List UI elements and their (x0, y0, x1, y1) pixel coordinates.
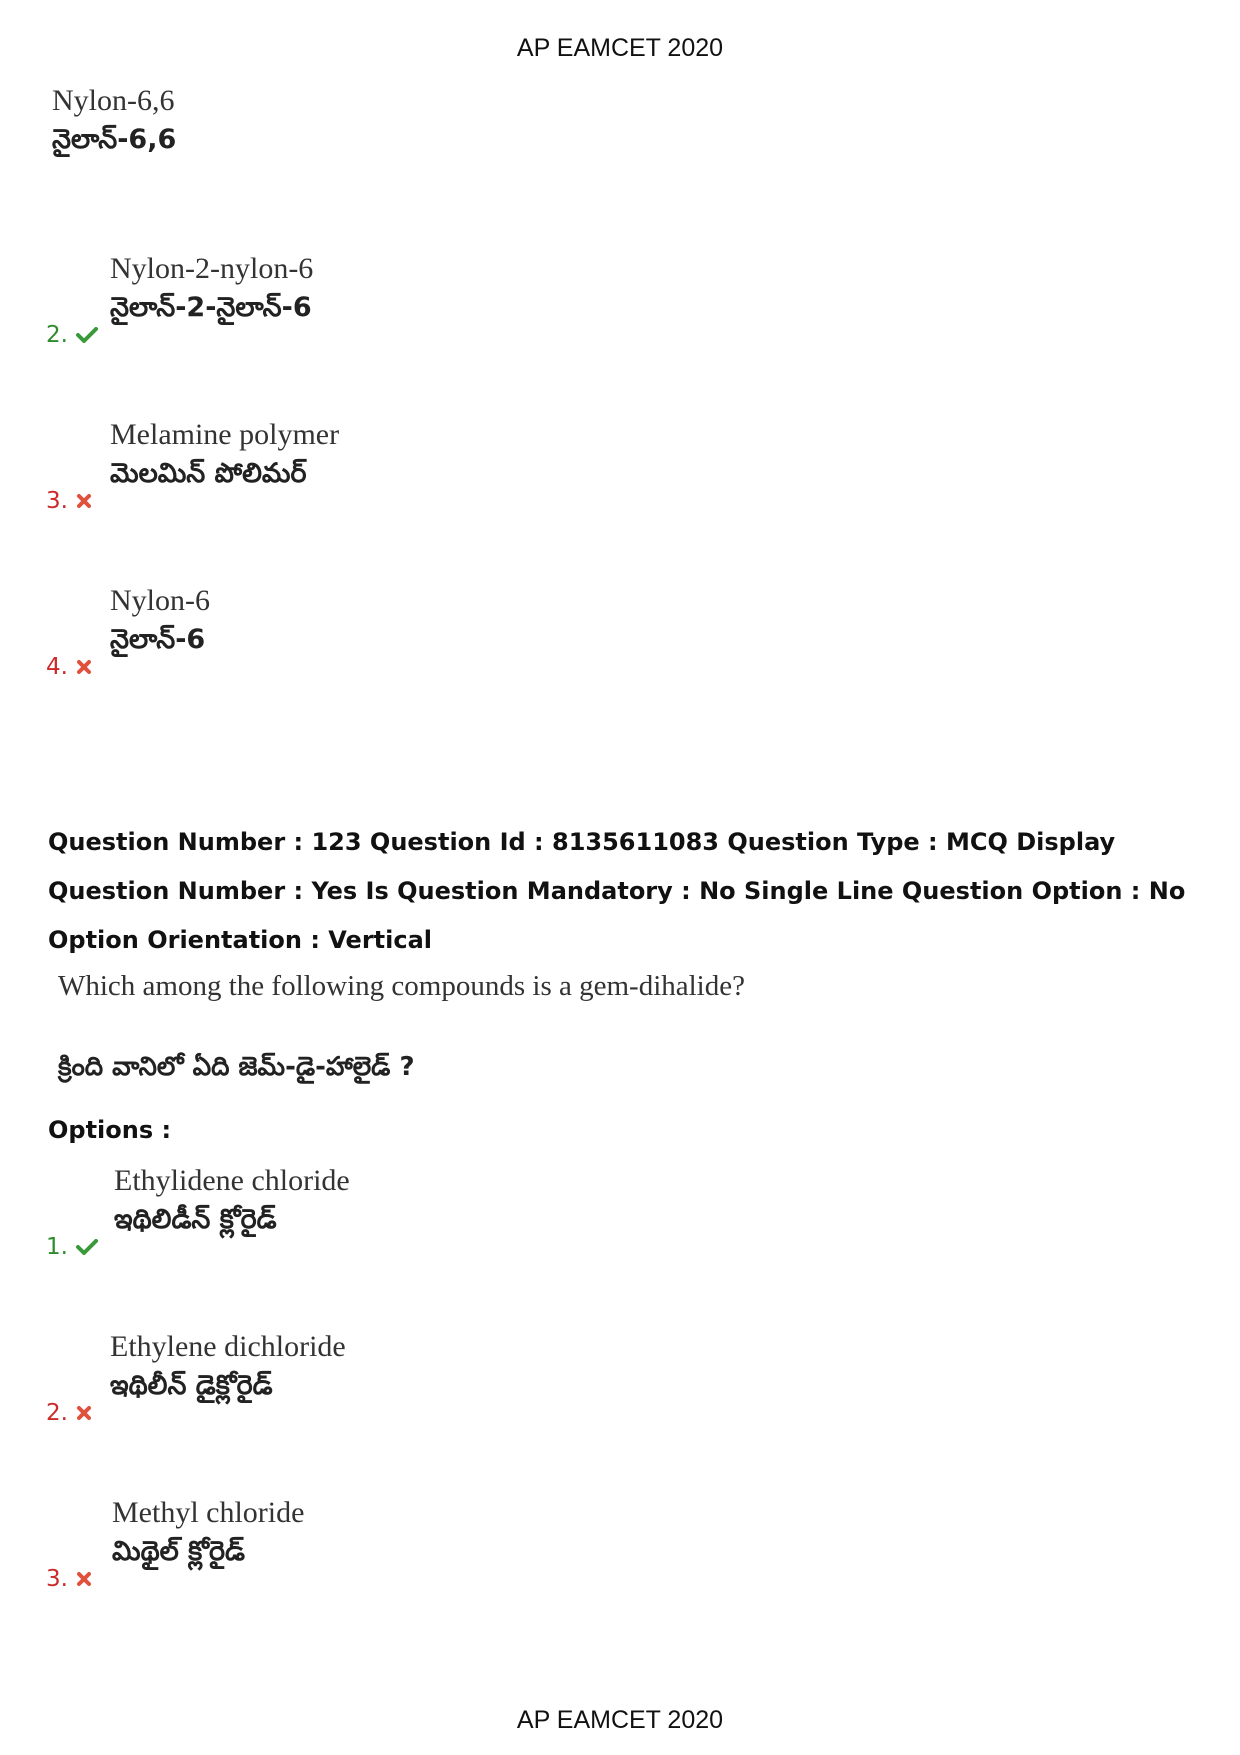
option-text-en: Nylon-6 (110, 584, 210, 617)
prev-option-3 (110, 418, 339, 496)
option-text-en: Ethylidene chloride (114, 1164, 350, 1197)
prev-option-1 (52, 84, 176, 162)
option-1 (114, 1164, 350, 1242)
option-text-en: Ethylene dichloride (110, 1330, 346, 1363)
option-number: 1. (46, 1234, 68, 1260)
option-number: 4. (46, 654, 68, 680)
option-text-en: Melamine polymer (110, 418, 340, 451)
check-icon (76, 1238, 98, 1256)
option-2 (110, 1330, 346, 1408)
question-meta: Question Number : 123 Question Id : 8135611083 Question Type : MCQ Display Question Number : Yes Is Question Mandatory : No Single Line Question Option : No Option Orientation : Vertical (48, 828, 1186, 954)
page-header: AP EAMCET 2020 (516, 34, 724, 62)
question-text-te: క్రింది వానిలో ఏది జెమ్-డై-హాలైడ్ ? (58, 1052, 415, 1082)
option-number: 2. (46, 322, 68, 348)
option-3 (112, 1496, 304, 1574)
prev-option-2-marker (46, 322, 98, 348)
option-number: 3. (46, 488, 68, 514)
option-text-te: ఇథిలిడీన్ క్లోరైడ్ (114, 1204, 277, 1235)
options-label: Options : (48, 1116, 172, 1144)
option-text-te: నైలాన్-6 (110, 624, 206, 655)
option-text-en: Nylon-2-nylon-6 (110, 252, 314, 285)
prev-option-2 (110, 252, 313, 330)
prev-option-3-marker (46, 488, 92, 514)
cross-icon (76, 493, 92, 509)
cross-icon (76, 1405, 92, 1421)
option-text-en: Nylon-6,6 (52, 84, 175, 117)
option-text-te: నైలాన్-2-నైలాన్-6 (110, 292, 312, 323)
option-number: 3. (46, 1566, 68, 1592)
prev-option-4 (110, 584, 210, 662)
option-3-marker (46, 1566, 92, 1592)
option-text-te: నైలాన్-6,6 (52, 124, 177, 155)
option-text-en: Methyl chloride (112, 1496, 305, 1529)
option-text-te: మిథైల్ క్లోరైడ్ (112, 1536, 246, 1567)
prev-option-4-marker (46, 654, 92, 680)
option-number: 2. (46, 1400, 68, 1426)
cross-icon (76, 1571, 92, 1587)
cross-icon (76, 659, 92, 675)
option-2-marker (46, 1400, 92, 1426)
option-1-marker (46, 1234, 98, 1260)
check-icon (76, 326, 98, 344)
option-text-te: మెలమిన్ పోలిమర్ (110, 458, 307, 489)
question-text-en: Which among the following compounds is a gem-dihalide? (58, 970, 745, 1002)
page-footer: AP EAMCET 2020 (516, 1706, 724, 1734)
option-text-te: ఇథిలీన్ డైక్లోరైడ్ (110, 1370, 273, 1401)
